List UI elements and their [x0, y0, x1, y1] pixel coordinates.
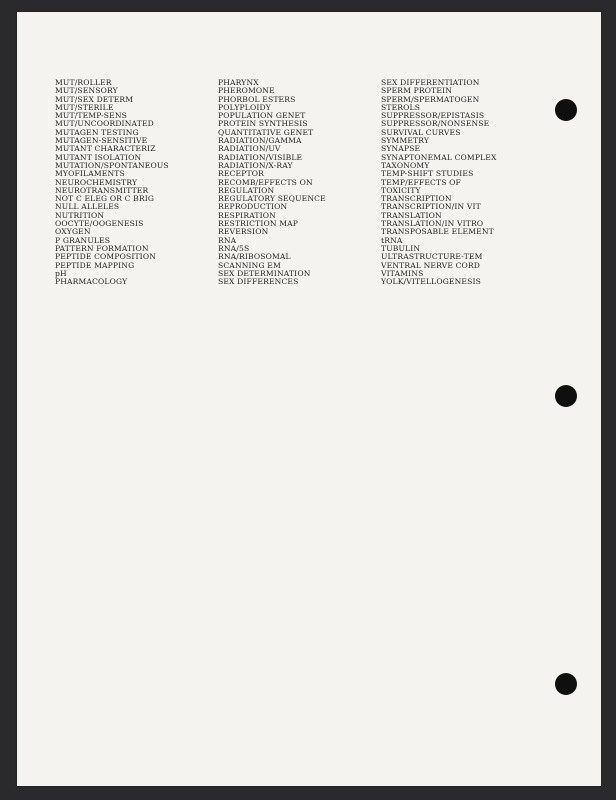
term-item: REPRODUCTION	[218, 202, 288, 212]
term-item: PHEROMONE	[218, 86, 275, 96]
term-item: SPERM PROTEIN	[381, 86, 453, 96]
term-item: RNA	[218, 235, 237, 245]
term-item: NOT C ELEG OR C BRIG	[55, 194, 155, 204]
term-item: MUT/SENSORY	[55, 86, 118, 96]
term-item: TRANSCRIPTION	[381, 194, 452, 204]
term-item: OOCYTE/OOGENESIS	[55, 219, 144, 229]
term-item: RNA/RIBOSOMAL	[218, 252, 291, 262]
term-item: MUT/TEMP-SENS	[55, 111, 127, 121]
term-item: MUTATION/SPONTANEOUS	[55, 160, 169, 170]
term-item: SYNAPTONEMAL COMPLEX	[381, 152, 497, 162]
term-item: SURVIVAL CURVES	[381, 127, 461, 137]
term-item: SUPPRESSOR/EPISTASIS	[381, 111, 485, 121]
term-item: TRANSLATION	[381, 210, 442, 220]
term-item: MUT/ROLLER	[55, 78, 112, 87]
term-item: pH	[55, 268, 67, 278]
term-column-1	[55, 79, 169, 286]
term-item: VITAMINS	[381, 268, 424, 278]
term-item: RECOMB/EFFECTS ON	[218, 177, 313, 187]
term-item: RESTRICTION MAP	[218, 219, 299, 229]
term-item: MUTAGEN TESTING	[55, 127, 139, 137]
term-item: SPERM/SPERMATOGEN	[381, 94, 480, 104]
term-item: MUTAGEN-SENSITIVE	[55, 136, 148, 146]
term-item: SEX DIFFERENCES	[218, 277, 299, 287]
term-item: TRANSCRIPTION/IN VIT	[381, 202, 481, 212]
term-item: NEUROCHEMISTRY	[55, 177, 138, 187]
term-item: RESPIRATION	[218, 210, 276, 220]
term-item: VENTRAL NERVE CORD	[381, 260, 481, 270]
term-item: PROTEIN SYNTHESIS	[218, 119, 308, 129]
term-item: TAXONOMY	[381, 160, 430, 170]
term-item: SYMMETRY	[381, 136, 430, 146]
term-item: RADIATION/X-RAY	[218, 160, 293, 170]
term-item: RADIATION/VISIBLE	[218, 152, 303, 162]
term-item: TUBULIN	[381, 243, 421, 253]
term-item: PHARYNX	[218, 78, 259, 87]
term-item: RADIATION/UV	[218, 144, 281, 154]
term-item: MYOFILAMENTS	[55, 169, 125, 179]
term-item: TRANSPOSABLE ELEMENT	[381, 227, 494, 237]
term-item: REVERSION	[218, 227, 269, 237]
term-item: ULTRASTRUCTURE-TEM	[381, 252, 483, 262]
term-item: TEMP-SHIFT STUDIES	[381, 169, 474, 179]
term-column-3	[381, 79, 497, 286]
term-item: TRANSLATION/IN VITRO	[381, 219, 484, 229]
term-item: REGULATORY SEQUENCE	[218, 194, 326, 204]
term-item: SEX DETERMINATION	[218, 268, 311, 278]
term-item: PHARMACOLOGY	[55, 277, 128, 287]
term-item: SUPPRESSOR/NONSENSE	[381, 119, 490, 129]
term-item: NUTRITION	[55, 210, 105, 220]
term-item: MUT/STERILE	[55, 102, 114, 112]
term-item: SEX DIFFERENTIATION	[381, 78, 480, 87]
term-item: P GRANULES	[55, 235, 111, 245]
term-item: QUANTITATIVE GENET	[218, 127, 314, 137]
term-item: MUT/UNCOORDINATED	[55, 119, 154, 129]
term-item: MUTANT ISOLATION	[55, 152, 142, 162]
binder-hole-middle	[555, 385, 577, 407]
term-item: SCANNING EM	[218, 260, 281, 270]
term-item: RADIATION/GAMMA	[218, 136, 302, 146]
term-item: NEUROTRANSMITTER	[55, 185, 149, 195]
term-item: PEPTIDE MAPPING	[55, 260, 135, 270]
term-item: POPULATION GENET	[218, 111, 306, 121]
term-item: POLYPLOIDY	[218, 102, 271, 112]
binder-hole-top	[555, 99, 577, 121]
term-item: STEROLS	[381, 102, 421, 112]
term-item: YOLK/VITELLOGENESIS	[381, 277, 481, 287]
term-item: MUTANT CHARACTERIZ	[55, 144, 156, 154]
term-item: PHORBOL ESTERS	[218, 94, 296, 104]
term-item: RECEPTOR	[218, 169, 264, 179]
document-page	[17, 12, 601, 786]
term-column-2	[218, 79, 326, 286]
term-item: RNA/5S	[218, 243, 250, 253]
term-item: TOXICITY	[381, 185, 421, 195]
term-item: REGULATION	[218, 185, 275, 195]
term-item: NULL ALLELES	[55, 202, 120, 212]
term-item: MUT/SEX DETERM	[55, 94, 134, 104]
term-item: tRNA	[381, 235, 403, 245]
binder-hole-bottom	[555, 673, 577, 695]
term-item: PEPTIDE COMPOSITION	[55, 252, 157, 262]
term-item: SYNAPSE	[381, 144, 421, 154]
term-item: TEMP/EFFECTS OF	[381, 177, 461, 187]
term-item: OXYGEN	[55, 227, 91, 237]
term-item: PATTERN FORMATION	[55, 243, 149, 253]
